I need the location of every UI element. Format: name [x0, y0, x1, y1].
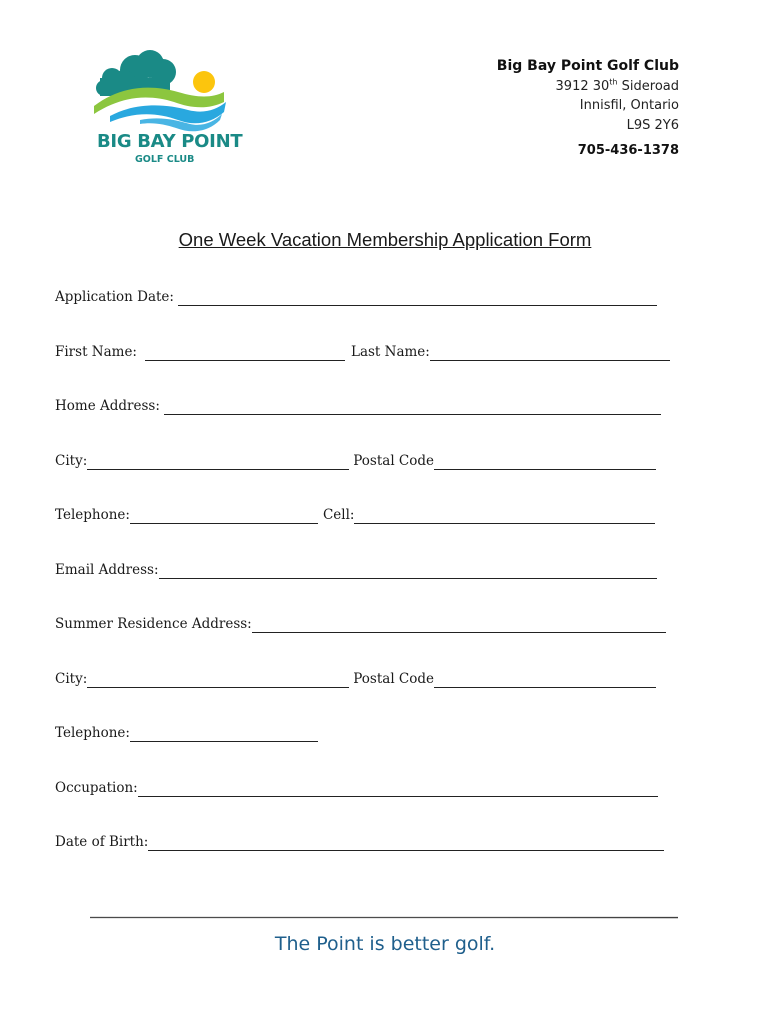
home-address-row: [55, 397, 661, 415]
logo-subtitle: GOLF CLUB: [135, 154, 195, 165]
cell-label: Cell:: [322, 507, 355, 523]
summer-address-row: [55, 615, 666, 633]
application-date-field[interactable]: [178, 291, 657, 306]
telephone-field[interactable]: [130, 509, 318, 524]
summer-postal-code-field[interactable]: [434, 673, 656, 688]
club-phone: 705-436-1378: [577, 143, 679, 158]
home-address-field[interactable]: [164, 400, 661, 415]
street-address: [497, 77, 679, 97]
dob-row: [55, 833, 664, 851]
postal-code-label: Postal Code: [353, 453, 435, 469]
sun-icon: [193, 71, 215, 93]
telephone-label: Telephone:: [55, 507, 130, 523]
summer-city-row: [55, 670, 656, 688]
home-address-label: Home Address:: [55, 398, 160, 414]
dob-label: Date of Birth:: [55, 834, 149, 850]
city-row: [55, 452, 656, 470]
name-row: [55, 343, 670, 361]
first-name-label: First Name:: [55, 344, 137, 360]
application-date-label: Application Date:: [55, 289, 174, 305]
application-date-row: [55, 288, 657, 306]
cell-field[interactable]: [354, 509, 655, 524]
city-label: City:: [55, 453, 88, 469]
summer-postal-code-label: Postal Code: [353, 671, 435, 687]
summer-address-field[interactable]: [252, 618, 666, 633]
logo-wordmark: BIG BAY POINT: [97, 131, 243, 152]
last-name-field[interactable]: [430, 346, 670, 361]
club-address: [497, 57, 679, 161]
last-name-label: Last Name:: [350, 344, 430, 360]
footer-slogan: The Point is better golf.: [274, 933, 496, 955]
summer-telephone-row: [55, 724, 318, 742]
street-number: 3912 30: [555, 78, 610, 94]
summer-address-label: Summer Residence Address:: [55, 616, 252, 632]
postal-code: L9S 2Y6: [626, 117, 679, 133]
street-ordinal: th: [609, 77, 618, 87]
occupation-row: [55, 779, 658, 797]
first-name-field[interactable]: [145, 346, 345, 361]
occupation-label: Occupation:: [55, 780, 138, 796]
summer-telephone-field[interactable]: [130, 727, 318, 742]
email-row: [55, 561, 657, 579]
city-field[interactable]: [87, 455, 349, 470]
summer-city-field[interactable]: [87, 673, 349, 688]
telephone-row: [55, 506, 655, 524]
form-title: One Week Vacation Membership Application Form: [178, 229, 592, 250]
postal-code-field[interactable]: [434, 455, 656, 470]
occupation-field[interactable]: [138, 782, 658, 797]
email-field[interactable]: [159, 564, 657, 579]
summer-city-label: City:: [55, 671, 88, 687]
email-label: Email Address:: [55, 562, 159, 578]
dob-field[interactable]: [148, 836, 664, 851]
club-name: Big Bay Point Golf Club: [496, 58, 679, 74]
summer-telephone-label: Telephone:: [55, 725, 130, 741]
street-name: Sideroad: [617, 78, 679, 94]
city-province: Innisfil, Ontario: [579, 98, 679, 113]
footer-divider: [90, 916, 678, 919]
